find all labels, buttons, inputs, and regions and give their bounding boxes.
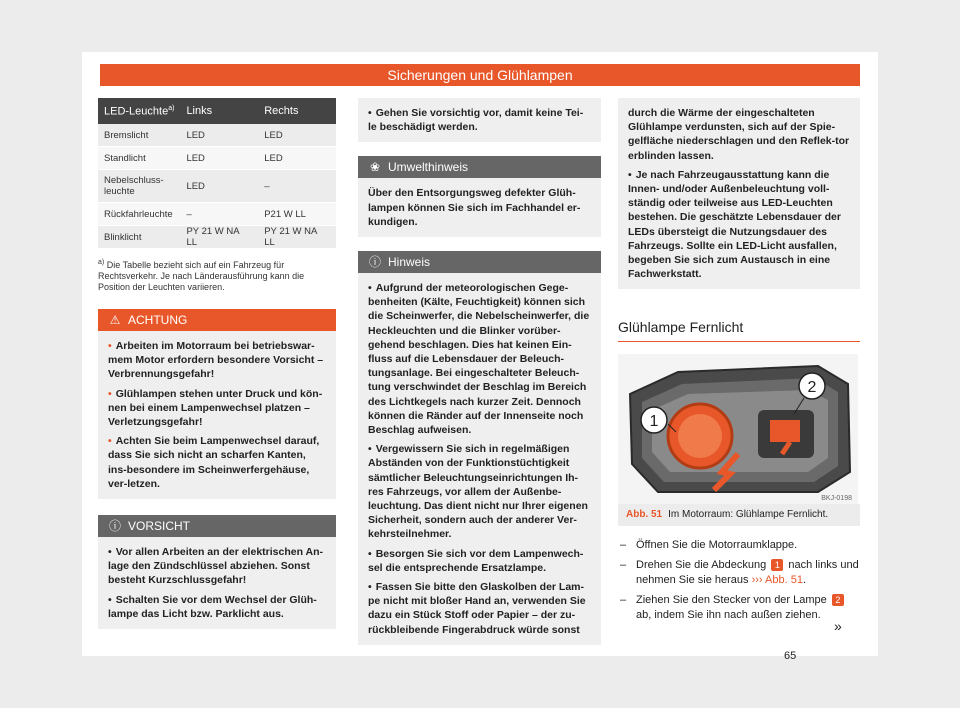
figure-caption: Abb. 51 Im Motorraum: Glühlampe Fernlicht. — [618, 504, 860, 526]
list-item: – Ziehen Sie den Stecker von der Lampe 2 ab, indem Sie ihn nach außen ziehen. — [618, 593, 860, 623]
instruction-steps — [618, 538, 860, 623]
warning-header: ⚠ ACHTUNG — [98, 309, 336, 331]
caution-continuation: • Gehen Sie vorsichtig vor, damit keine Tei-le beschädigt werden. — [358, 98, 601, 142]
info-circle-icon: ⓘ — [108, 519, 121, 534]
warning-box — [98, 309, 336, 499]
list-item: – Drehen Sie die Abdeckung 1 nach links und nehmen Sie sie heraus ››› Abb. 51. — [618, 558, 860, 588]
caution-body: • Vor allen Arbeiten an der elektrischen An-lage den Zündschlüssel abziehen. Sonst besteht Kurzschlussgefahr! • Schalten Sie vor dem Wechsel der Glüh-lampe das Licht bzw. Parklicht aus. — [108, 546, 324, 620]
note-header: ⓘ Hinweis — [358, 251, 601, 273]
continue-mark: » — [834, 618, 842, 634]
table-row: Standlicht LED LED — [98, 147, 336, 170]
table-header-row — [98, 98, 336, 124]
environment-body: Über den Entsorgungsweg defekter Glüh-lampen können Sie sich im Fachhandel er-kundigen. — [368, 187, 581, 228]
note-body: • Aufgrund der meteorologischen Gege-benheiten (Kälte, Feuchtigkeit) können sich die Scheinwerfer, die Nebelscheinwerfer, die Heckleuchten und die Blinker vorüber-gehend beschlagen. Dies hat keinen Ein-fluss auf die Lebensdauer der Beleuch-tungsanlage. Bei eingeschalteter Beleuch-tung verschwindet der Beschlag im Bereich des Lichtkegels nach kurzer Zeit. Dennoch können die Ränder auf der Innenseite noch Beschlag aufweisen. • Vergewissern Sie sich in regelmäßigen Abständen von der Funktionstüchtigkeit sämtlicher Beleuchtungseinrichtungen Ih-res Fahrzeugs, vor allem der Außenbe-leuchtung. Das dient nicht nur Ihrer eigenen Sicherheit, sondern auch der anderer Ver-kehrsteilnehmer. • Besorgen Sie sich vor dem Lampenwech-sel die entsprechende Ersatzlampe. • Fassen Sie bitte den Glaskolben der Lam-pe nicht mit bloßer Hand an, verwenden Sie dazu ein Stück Stoff oder Papier – der zu-rückbleibende Fingerabdruck würde sonst — [368, 282, 590, 636]
led-lamp-table — [98, 98, 336, 249]
info-icon: ⓘ — [368, 255, 381, 270]
note-continuation: durch die Wärme der eingeschalteten Glühlampe verdunsten, sich auf der Spie-gelfläche niederschlagen und den Reflek-tor erblinden lassen. • Je nach Fahrzeugausstattung kann die Innen- und/oder Außenbeleuchtung voll-ständig oder teilweise aus LED-Leuchten bestehen. Die geschätzte Lebensdauer der LEDs übersteigt die Nutzungsdauer des Fahrzeugs. Sollte ein LED-Licht ausfallen, begeben Sie sich zum Austausch in eine Fachwerkstatt. — [618, 98, 860, 289]
callout-1: 1 — [649, 413, 659, 431]
page-number: 65 — [784, 650, 797, 662]
table-header-led: LED-Leuchte$^{a)}$ — [98, 98, 180, 124]
environment-header: ❀ Umwelthinweis — [358, 156, 601, 178]
callout-2: 2 — [807, 379, 817, 397]
warning-triangle-icon: ⚠ — [109, 313, 121, 327]
table-footnote: $^{a)}$ Die Tabelle bezieht sich auf ein Fahrzeug für Rechtsverkehr. Je nach Länderausführung kann die Position der Leuchten variieren. — [98, 259, 305, 292]
table-header-links: Links — [180, 98, 258, 124]
leaf-icon: ❀ — [369, 160, 381, 175]
table-row: Rückfahrleuchte – P21 W LL — [98, 203, 336, 226]
column-right — [618, 98, 860, 628]
headlight-figure — [618, 354, 858, 504]
list-item: – Öffnen Sie die Motorraumklappe. — [618, 538, 860, 553]
column-middle — [358, 98, 601, 645]
environment-box — [358, 156, 601, 237]
figure-reference-link[interactable]: Abb. 51 — [765, 574, 803, 587]
table-row: Blinklicht PY 21 W NA LL PY 21 W NA LL — [98, 226, 336, 249]
headlight-illustration — [618, 354, 858, 504]
table-row: Nebelschluss- leuchte LED – — [98, 170, 336, 203]
note-box — [358, 251, 601, 645]
table-row: Bremslicht LED LED — [98, 124, 336, 147]
manual-page — [82, 52, 878, 656]
caution-box — [98, 515, 336, 629]
warning-body: • Arbeiten im Motorraum bei betriebswar-mem Motor erfordern besondere Vorsicht – Verbrennungsgefahr! • Glühlampen stehen unter Druck und kön-nen bei einem Lampenwechsel platzen – Verletzungsgefahr! • Achten Sie beim Lampenwechsel darauf, dass Sie sich nicht an scharfen Kanten, ins-besondere im Scheinwerfergehäuse, ver-letzen. — [108, 340, 324, 490]
section-title: Glühlampe Fernlicht — [618, 319, 860, 342]
table-header-rechts: Rechts — [258, 98, 336, 124]
column-left — [98, 98, 336, 629]
caution-header: ⓘ VORSICHT — [98, 515, 336, 537]
page-header: Sicherungen und Glühlampen — [100, 64, 860, 86]
figure-code: BKJ-0198 — [821, 495, 852, 503]
